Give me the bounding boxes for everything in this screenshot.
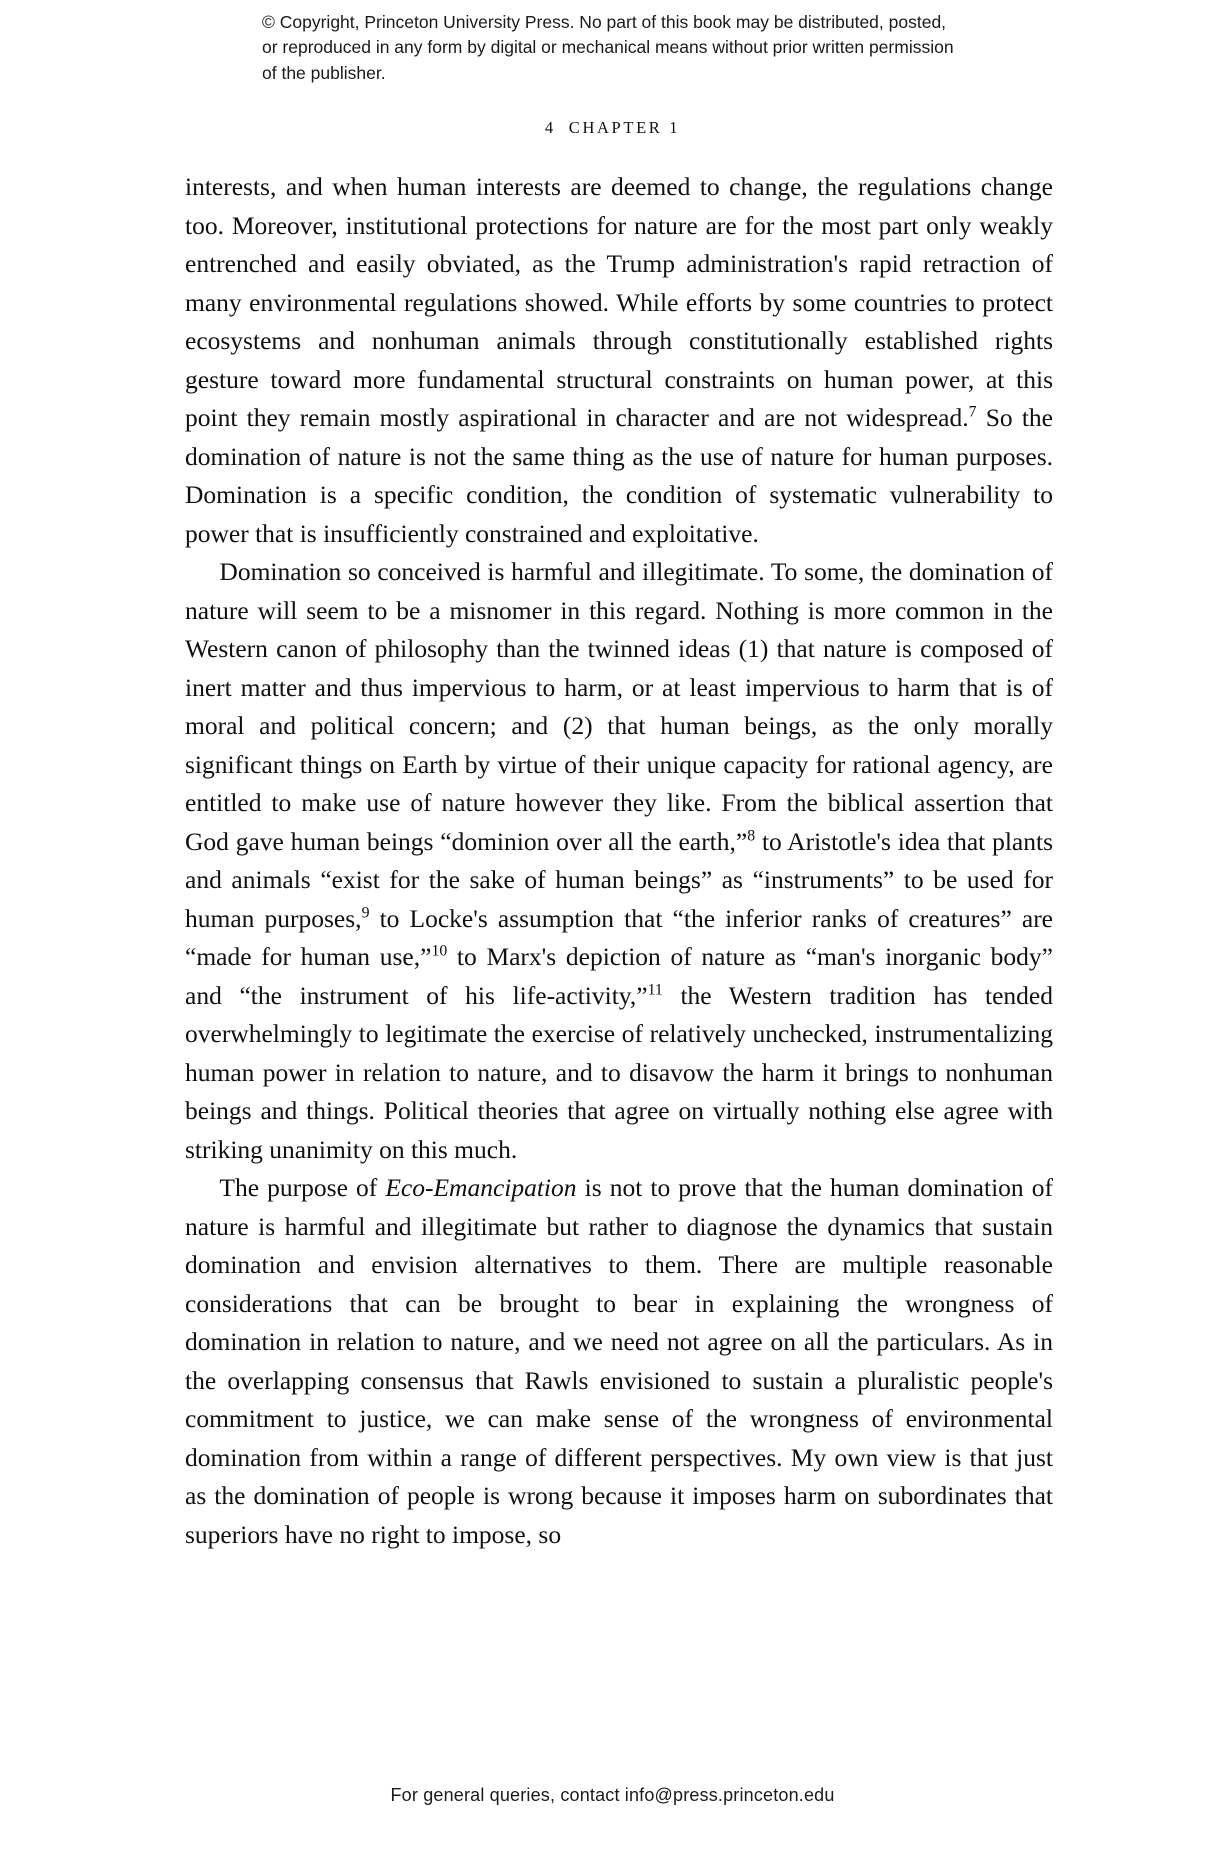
page-footer: For general queries, contact info@press.princeton.edu (390, 1785, 835, 1805)
chapter-label: CHAPTER 1 (568, 118, 681, 137)
copyright-notice: © Copyright, Princeton University Press. No part of this book may be distributed, posted, or reproduced in any form by digital or mechanical means without prior written permission of the publisher. (262, 12, 954, 83)
para-3: The purpose of Eco-Emancipation is not to prove that the human domination of nature is harmful and illegitimate but rather to diagnose the dynamics that sustain domination and envision alternatives to them. There are multiple reasonable considerations that can be brought to bear in explaining the wrongness of domination in relation to nature, and we need not agree on all the particulars. As in the overlapping consensus that Rawls envisioned to sustain a pluralistic people's commitment to justice, we can make sense of the wrongness of environmental domination from within a range of different perspectives. My own view is that just as the domination of people is wrong because it imposes harm on subordinates that superiors have no right to impose, so (185, 1173, 1053, 1549)
running-head (0, 118, 1225, 138)
para-2: Domination so conceived is harmful and illegitimate. To some, the domination of nature will seem to be a misnomer in this regard. Nothing is more common in the Western canon of philosophy than the twinned ideas (1) that nature is composed of inert matter and thus impervious to harm, or at least impervious to harm that is of moral and political concern; and (2) that human beings, as the only morally significant things on Earth by virtue of their unique capacity for rational agency, are entitled to make use of nature however they like. From the biblical assertion that God gave human beings “dominion over all the earth,”$^8$ to Aristotle's idea that plants and animals “exist for the sake of human beings” as “instruments” to be used for human purposes,$^9$ to Locke's assumption that “the inferior ranks of creatures” are “made for human use,”$^{10}$ to Marx's depiction of nature as “man's inorganic body” and “the instrument of his life-activity,”$^{11}$ the Western tradition has tended overwhelmingly to legitimate the exercise of relatively unchecked, instrumentalizing human power in relation to nature, and to disavow the harm it brings to nonhuman beings and things. Political theories that agree on virtually nothing else agree with striking unanimity on this much. (185, 557, 1054, 1164)
para-1: interests, and when human interests are deemed to change, the regulations change too. Moreover, institutional protections for nature are for the most part only weakly entrenched and easily obviated, as the Trump administration's rapid retraction of many environmental regulations showed. While efforts by some countries to protect ecosystems and nonhuman animals through constitutionally established rights gesture toward more fundamental structural constraints on human power, at this point they remain mostly aspirational in character and are not widespread.$^7$ So the domination of nature is not the same thing as the use of nature for human purposes. Domination is a specific condition, the condition of systematic vulnerability to power that is insufficiently constrained and exploitative. (185, 172, 1053, 548)
body-text-column (185, 168, 1053, 1554)
page-number: 4 (544, 118, 554, 137)
